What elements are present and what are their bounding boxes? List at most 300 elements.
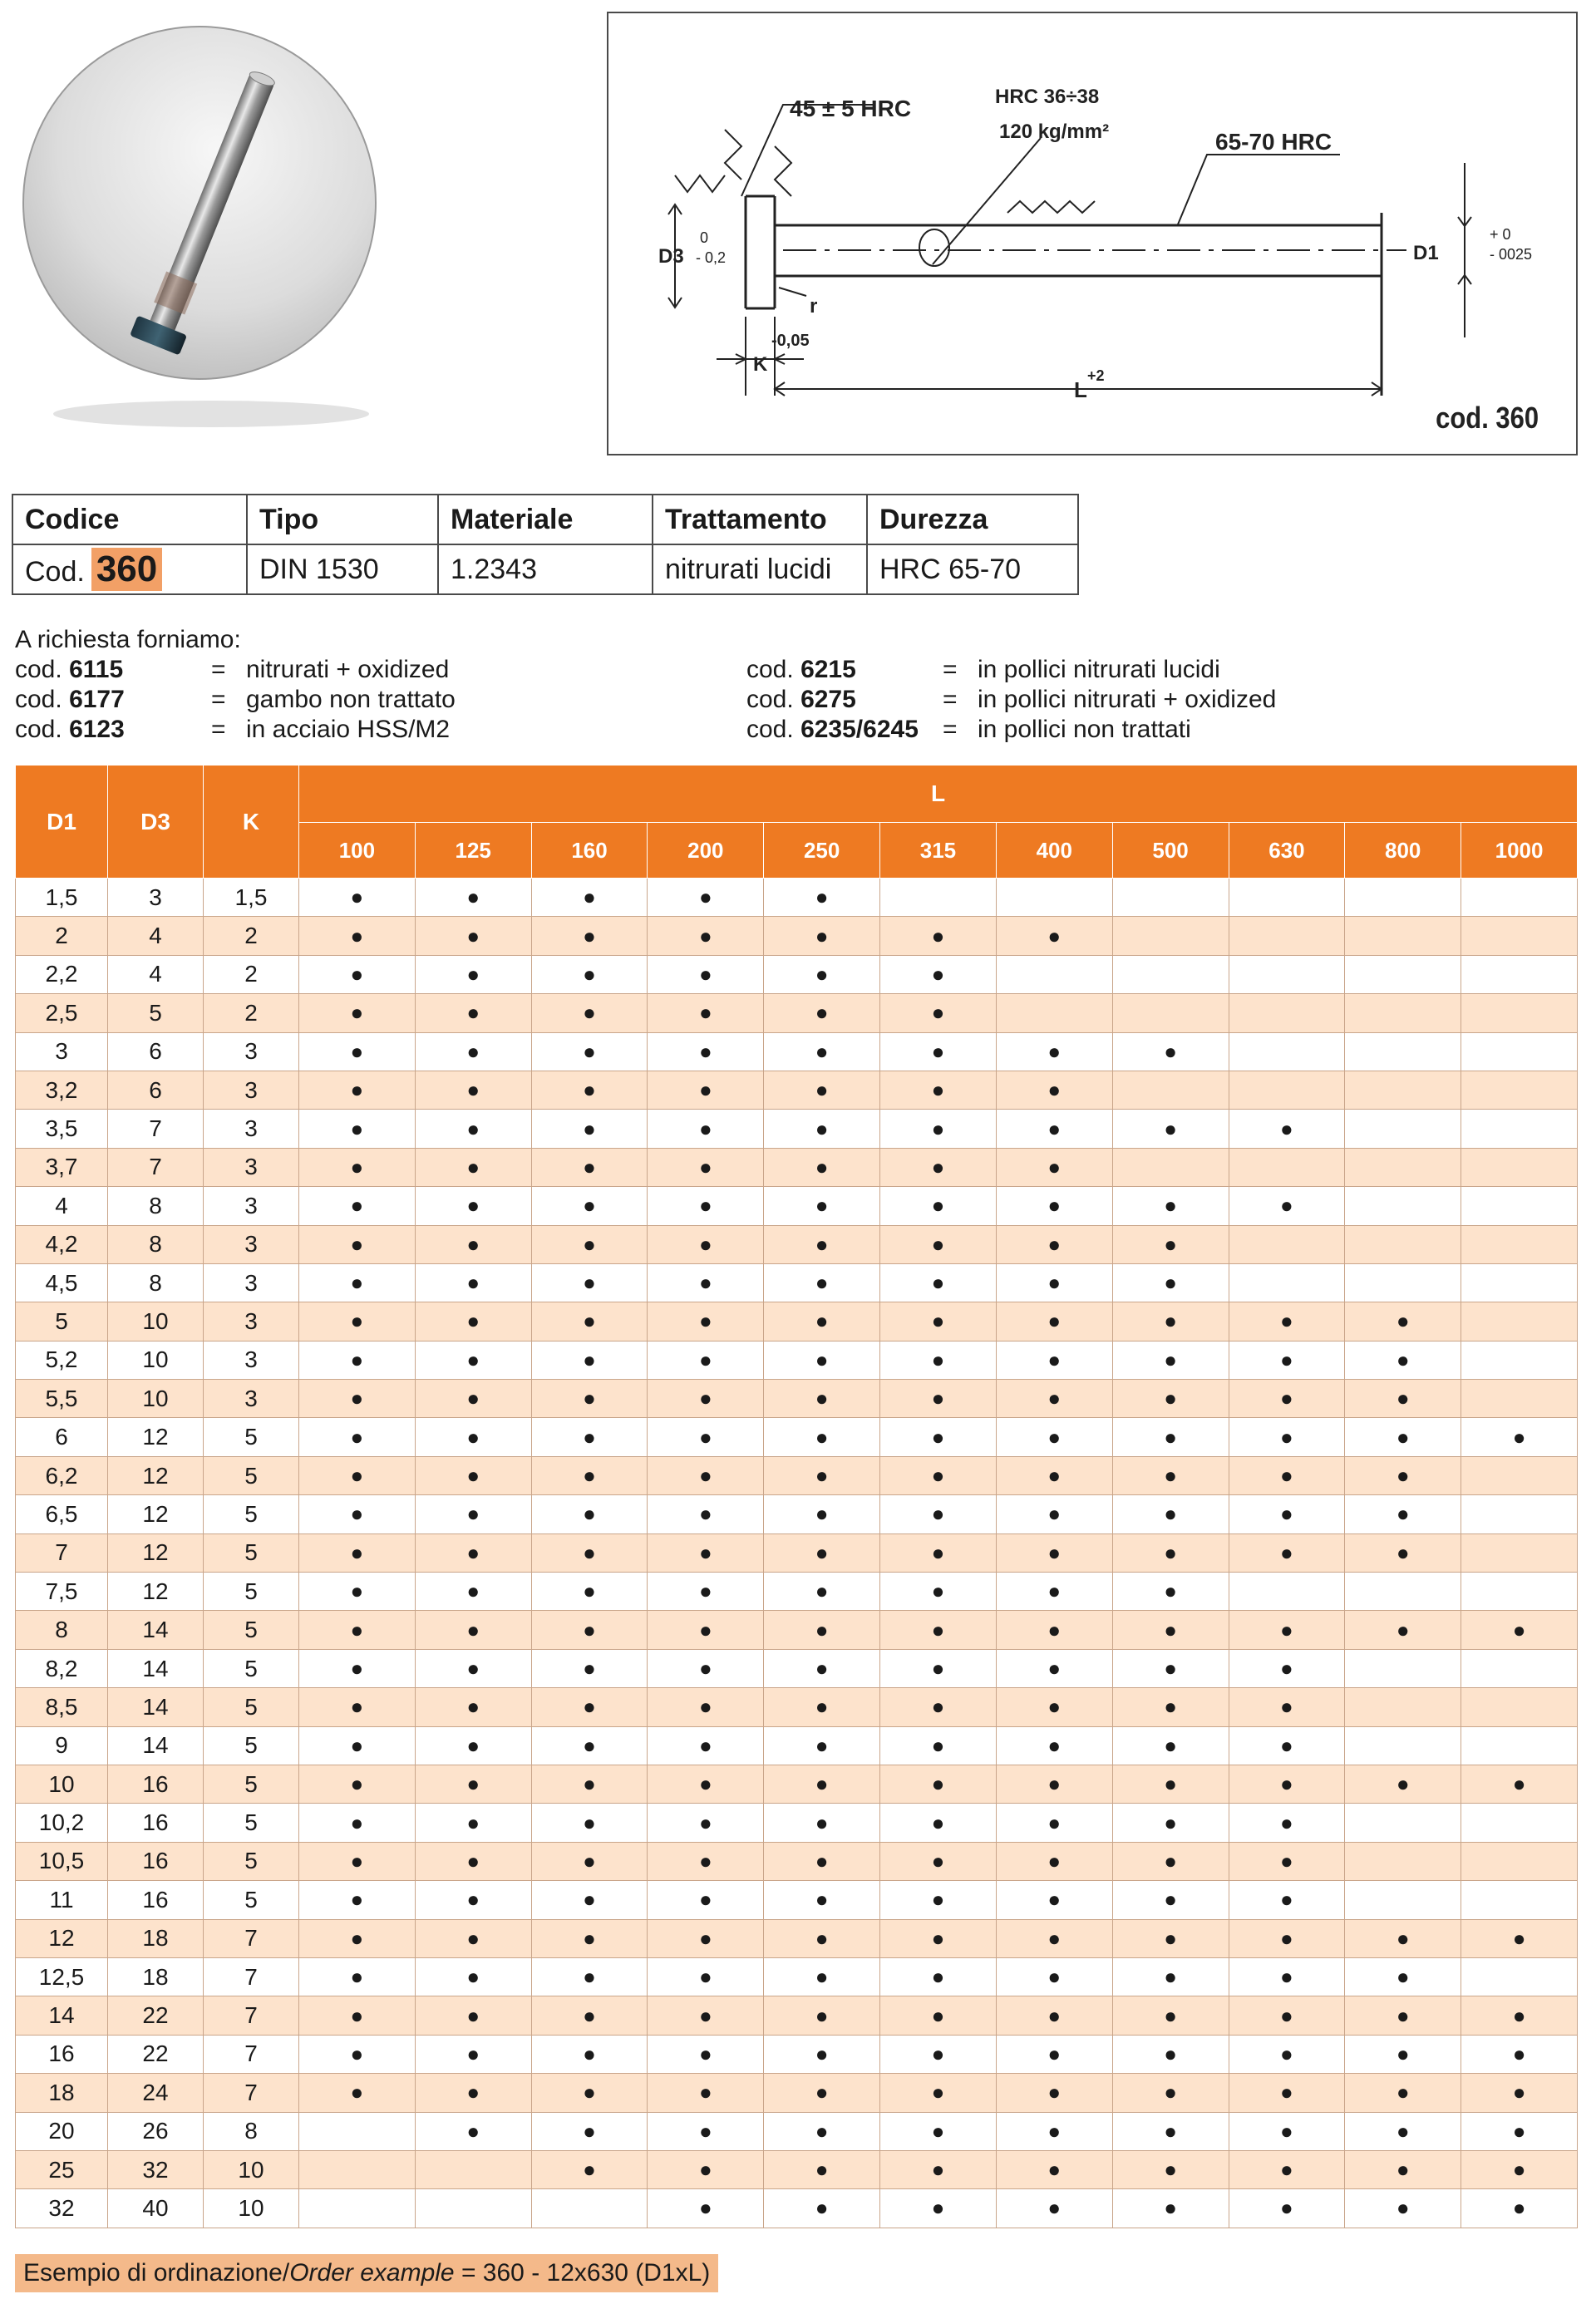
- availability-empty: [1461, 1225, 1578, 1263]
- availability-dot: ●: [1229, 1341, 1345, 1379]
- table-row: [16, 1842, 1578, 1880]
- availability-dot: ●: [1345, 1765, 1461, 1803]
- availability-dot: ●: [1112, 1611, 1229, 1649]
- spec-tipo: DIN 1530: [247, 544, 438, 594]
- availability-dot: ●: [415, 879, 531, 917]
- availability-dot: ●: [1112, 1996, 1229, 2035]
- availability-dot: ●: [996, 2112, 1112, 2150]
- availability-dot: ●: [1229, 1804, 1345, 1842]
- table-row: [16, 1533, 1578, 1572]
- table-row: [16, 955, 1578, 993]
- option-eq: =: [211, 656, 226, 683]
- availability-dot: ●: [880, 1996, 997, 2035]
- availability-empty: [1461, 879, 1578, 917]
- cell-d3: 22: [108, 1996, 204, 2035]
- availability-dot: ●: [648, 1765, 764, 1803]
- availability-dot: ●: [1229, 1765, 1345, 1803]
- availability-dot: ●: [996, 1110, 1112, 1148]
- table-row: [16, 2189, 1578, 2228]
- availability-empty: [1461, 1842, 1578, 1880]
- table-row: [16, 1649, 1578, 1687]
- table-row: [16, 1187, 1578, 1225]
- d3-label: D3: [658, 245, 684, 268]
- availability-dot: ●: [415, 994, 531, 1032]
- availability-dot: ●: [648, 1726, 764, 1765]
- column-header-l: L: [299, 766, 1578, 823]
- availability-dot: ●: [1229, 1957, 1345, 1996]
- availability-dot: ●: [1112, 2035, 1229, 2073]
- availability-dot: ●: [648, 2150, 764, 2188]
- availability-dot: ●: [880, 1957, 997, 1996]
- cell-d1: 10,2: [16, 1804, 108, 1842]
- availability-dot: ●: [415, 1110, 531, 1148]
- table-row: [16, 1225, 1578, 1263]
- availability-dot: ●: [1229, 1533, 1345, 1572]
- availability-dot: ●: [1112, 1418, 1229, 1456]
- cell-d3: 12: [108, 1573, 204, 1611]
- availability-dot: ●: [531, 1881, 648, 1919]
- option-eq: =: [211, 686, 226, 713]
- option-eq: =: [943, 716, 958, 743]
- availability-dot: ●: [880, 1649, 997, 1687]
- availability-dot: ●: [880, 1688, 997, 1726]
- availability-dot: ●: [996, 1380, 1112, 1418]
- availability-dot: ●: [531, 1032, 648, 1071]
- d1-tol-upper: + 0: [1490, 226, 1511, 243]
- availability-dot: ●: [299, 1611, 416, 1649]
- availability-dot: ●: [764, 879, 880, 917]
- spec-header-tipo: Tipo: [247, 495, 438, 544]
- availability-empty: [1112, 994, 1229, 1032]
- availability-empty: [1461, 1341, 1578, 1379]
- availability-dot: ●: [415, 1380, 531, 1418]
- availability-dot: ●: [531, 1380, 648, 1418]
- d1-label: D1: [1413, 242, 1439, 264]
- d3-tol-upper: 0: [700, 229, 709, 246]
- availability-dot: ●: [415, 1919, 531, 1957]
- availability-dot: ●: [1112, 2189, 1229, 2228]
- availability-dot: ●: [531, 1495, 648, 1533]
- cell-k: 7: [204, 2074, 299, 2112]
- availability-dot: ●: [996, 1302, 1112, 1341]
- cell-k: 2: [204, 955, 299, 993]
- availability-dot: ●: [996, 1263, 1112, 1302]
- availability-dot: ●: [996, 1341, 1112, 1379]
- availability-dot: ●: [1112, 1688, 1229, 1726]
- spec-header-materiale: Materiale: [438, 495, 653, 544]
- availability-dot: ●: [880, 1919, 997, 1957]
- option-eq: =: [943, 686, 958, 713]
- availability-empty: [1345, 1842, 1461, 1880]
- availability-dot: ●: [648, 1148, 764, 1186]
- availability-dot: ●: [648, 1804, 764, 1842]
- availability-dot: ●: [648, 879, 764, 917]
- availability-dot: ●: [880, 1263, 997, 1302]
- availability-dot: ●: [880, 1611, 997, 1649]
- cell-k: 7: [204, 2035, 299, 2073]
- cell-d1: 4: [16, 1187, 108, 1225]
- availability-dot: ●: [648, 1032, 764, 1071]
- availability-dot: ●: [880, 1418, 997, 1456]
- availability-empty: [1229, 1225, 1345, 1263]
- cell-d1: 12: [16, 1919, 108, 1957]
- availability-dot: ●: [648, 2074, 764, 2112]
- availability-dot: ●: [299, 1418, 416, 1456]
- availability-dot: ●: [996, 1919, 1112, 1957]
- spec-header-codice: Codice: [12, 495, 247, 544]
- availability-dot: ●: [996, 2035, 1112, 2073]
- availability-dot: ●: [1112, 1573, 1229, 1611]
- cell-d3: 40: [108, 2189, 204, 2228]
- availability-dot: ●: [415, 1071, 531, 1109]
- strength-label: 120 kg/mm²: [999, 121, 1110, 143]
- availability-dot: ●: [1112, 2150, 1229, 2188]
- availability-dot: ●: [648, 1341, 764, 1379]
- availability-empty: [415, 2150, 531, 2188]
- availability-dot: ●: [648, 1187, 764, 1225]
- availability-empty: [1461, 1032, 1578, 1071]
- availability-dot: ●: [415, 1688, 531, 1726]
- availability-table: [15, 765, 1578, 2228]
- table-row: [16, 1148, 1578, 1186]
- option-desc: in acciaio HSS/M2: [246, 716, 451, 743]
- cell-k: 10: [204, 2150, 299, 2188]
- availability-dot: ●: [531, 917, 648, 955]
- availability-dot: ●: [764, 1071, 880, 1109]
- option-desc: in pollici non trattati: [978, 716, 1191, 743]
- cell-d1: 6,5: [16, 1495, 108, 1533]
- cell-k: 5: [204, 1804, 299, 1842]
- availability-empty: [1461, 955, 1578, 993]
- availability-empty: [1345, 1187, 1461, 1225]
- availability-empty: [1112, 917, 1229, 955]
- availability-empty: [1345, 917, 1461, 955]
- availability-dot: ●: [1229, 1187, 1345, 1225]
- availability-dot: ●: [531, 1302, 648, 1341]
- availability-dot: ●: [1345, 1533, 1461, 1572]
- availability-dot: ●: [648, 1380, 764, 1418]
- availability-dot: ●: [764, 2074, 880, 2112]
- cell-d1: 3,5: [16, 1110, 108, 1148]
- availability-dot: ●: [1461, 2074, 1578, 2112]
- availability-dot: ●: [880, 1804, 997, 1842]
- availability-dot: ●: [880, 1071, 997, 1109]
- availability-dot: ●: [415, 1611, 531, 1649]
- cell-d1: 18: [16, 2074, 108, 2112]
- availability-dot: ●: [531, 1688, 648, 1726]
- availability-empty: [1461, 1573, 1578, 1611]
- cell-d3: 14: [108, 1649, 204, 1687]
- availability-dot: ●: [1229, 2189, 1345, 2228]
- availability-empty: [1112, 955, 1229, 993]
- availability-dot: ●: [531, 1726, 648, 1765]
- availability-dot: ●: [880, 955, 997, 993]
- table-row: [16, 879, 1578, 917]
- availability-dot: ●: [996, 1573, 1112, 1611]
- cell-d1: 4,2: [16, 1225, 108, 1263]
- availability-dot: ●: [415, 1649, 531, 1687]
- availability-dot: ●: [1229, 1688, 1345, 1726]
- availability-empty: [1345, 1688, 1461, 1726]
- availability-dot: ●: [648, 1996, 764, 2035]
- availability-dot: ●: [415, 2074, 531, 2112]
- availability-empty: [1229, 955, 1345, 993]
- table-row: [16, 1341, 1578, 1379]
- cell-d1: 3,2: [16, 1071, 108, 1109]
- availability-dot: ●: [764, 1533, 880, 1572]
- availability-dot: ●: [764, 1418, 880, 1456]
- hardness-surface-label: 65-70 HRC: [1215, 129, 1332, 155]
- availability-dot: ●: [531, 1957, 648, 1996]
- availability-dot: ●: [880, 994, 997, 1032]
- column-header-d3: D3: [108, 766, 204, 879]
- availability-dot: ●: [299, 1881, 416, 1919]
- example-label: Esempio di ordinazione/: [23, 2259, 290, 2287]
- availability-dot: ●: [648, 1110, 764, 1148]
- availability-dot: ●: [415, 1341, 531, 1379]
- cell-k: 5: [204, 1456, 299, 1494]
- availability-dot: ●: [531, 1573, 648, 1611]
- availability-dot: ●: [1112, 1341, 1229, 1379]
- table-row: [16, 1032, 1578, 1071]
- availability-dot: ●: [648, 955, 764, 993]
- cell-d1: 12,5: [16, 1957, 108, 1996]
- l-value-header: 100: [299, 823, 416, 879]
- availability-dot: ●: [531, 1071, 648, 1109]
- cell-d3: 6: [108, 1032, 204, 1071]
- availability-dot: ●: [880, 1380, 997, 1418]
- drawing-code-label: cod. 360: [1436, 401, 1539, 435]
- availability-dot: ●: [996, 1148, 1112, 1186]
- availability-dot: ●: [1345, 2150, 1461, 2188]
- availability-dot: ●: [996, 1842, 1112, 1880]
- availability-dot: ●: [764, 1919, 880, 1957]
- availability-dot: ●: [531, 1110, 648, 1148]
- availability-dot: ●: [1345, 1996, 1461, 2035]
- availability-empty: [880, 879, 997, 917]
- cell-k: 5: [204, 1418, 299, 1456]
- availability-dot: ●: [648, 1919, 764, 1957]
- availability-dot: ●: [880, 1110, 997, 1148]
- cell-d1: 7: [16, 1533, 108, 1572]
- option-code: cod. 6215: [746, 656, 856, 683]
- availability-dot: ●: [648, 1688, 764, 1726]
- availability-dot: ●: [764, 1881, 880, 1919]
- availability-dot: ●: [299, 1765, 416, 1803]
- table-row: [16, 1881, 1578, 1919]
- availability-dot: ●: [1229, 2112, 1345, 2150]
- availability-dot: ●: [648, 1263, 764, 1302]
- availability-empty: [1345, 1726, 1461, 1765]
- availability-empty: [1112, 879, 1229, 917]
- cell-d1: 20: [16, 2112, 108, 2150]
- availability-empty: [1461, 917, 1578, 955]
- availability-dot: ●: [415, 1263, 531, 1302]
- availability-dot: ●: [764, 1187, 880, 1225]
- availability-dot: ●: [1345, 2189, 1461, 2228]
- cell-k: 3: [204, 1032, 299, 1071]
- availability-dot: ●: [299, 2074, 416, 2112]
- availability-dot: ●: [415, 1804, 531, 1842]
- availability-empty: [299, 2150, 416, 2188]
- cell-d3: 32: [108, 2150, 204, 2188]
- availability-dot: ●: [415, 1573, 531, 1611]
- availability-dot: ●: [1112, 1225, 1229, 1263]
- availability-dot: ●: [415, 1032, 531, 1071]
- table-row: [16, 1495, 1578, 1533]
- availability-dot: ●: [1112, 1380, 1229, 1418]
- availability-dot: ●: [880, 1533, 997, 1572]
- table-row: [16, 1302, 1578, 1341]
- availability-dot: ●: [1112, 1804, 1229, 1842]
- availability-empty: [1461, 1688, 1578, 1726]
- cell-d1: 2: [16, 917, 108, 955]
- availability-dot: ●: [531, 2112, 648, 2150]
- cell-d3: 4: [108, 955, 204, 993]
- availability-dot: ●: [764, 1456, 880, 1494]
- availability-dot: ●: [648, 1649, 764, 1687]
- availability-dot: ●: [1112, 1187, 1229, 1225]
- availability-dot: ●: [531, 1649, 648, 1687]
- availability-dot: ●: [1112, 2074, 1229, 2112]
- availability-dot: ●: [1112, 1533, 1229, 1572]
- table-row: [16, 1380, 1578, 1418]
- option-code: cod. 6235/6245: [746, 716, 919, 743]
- availability-dot: ●: [996, 2189, 1112, 2228]
- column-header-d1: D1: [16, 766, 108, 879]
- cell-d1: 6: [16, 1418, 108, 1456]
- availability-dot: ●: [299, 2035, 416, 2073]
- cell-k: 5: [204, 1881, 299, 1919]
- spec-header-durezza: Durezza: [867, 495, 1078, 544]
- cell-d3: 8: [108, 1263, 204, 1302]
- availability-empty: [1461, 1456, 1578, 1494]
- cell-d1: 32: [16, 2189, 108, 2228]
- availability-dot: ●: [531, 1341, 648, 1379]
- l-value-header: 800: [1345, 823, 1461, 879]
- availability-dot: ●: [531, 955, 648, 993]
- option-code: cod. 6177: [15, 686, 125, 713]
- availability-dot: ●: [764, 1573, 880, 1611]
- availability-dot: ●: [764, 1495, 880, 1533]
- availability-dot: ●: [648, 994, 764, 1032]
- availability-dot: ●: [1345, 1919, 1461, 1957]
- cell-d3: 24: [108, 2074, 204, 2112]
- spec-materiale: 1.2343: [438, 544, 653, 594]
- table-row: [16, 1110, 1578, 1148]
- column-header-k: K: [204, 766, 299, 879]
- availability-dot: ●: [996, 1071, 1112, 1109]
- availability-dot: ●: [1345, 1341, 1461, 1379]
- availability-dot: ●: [996, 1957, 1112, 1996]
- availability-dot: ●: [1229, 1726, 1345, 1765]
- availability-dot: ●: [764, 1148, 880, 1186]
- availability-dot: ●: [996, 1495, 1112, 1533]
- availability-dot: ●: [764, 917, 880, 955]
- cell-d1: 16: [16, 2035, 108, 2073]
- availability-dot: ●: [299, 1495, 416, 1533]
- availability-dot: ●: [880, 1573, 997, 1611]
- availability-dot: ●: [880, 1187, 997, 1225]
- availability-dot: ●: [996, 2150, 1112, 2188]
- table-row: [16, 1071, 1578, 1109]
- cod-prefix: Cod.: [25, 556, 85, 588]
- availability-dot: ●: [880, 1765, 997, 1803]
- table-row: [16, 1418, 1578, 1456]
- table-row: [16, 1996, 1578, 2035]
- cell-k: 7: [204, 1919, 299, 1957]
- product-photo: [15, 10, 384, 434]
- cod-number: 360: [91, 548, 162, 591]
- cell-k: 3: [204, 1148, 299, 1186]
- l-value-header: 400: [996, 823, 1112, 879]
- availability-dot: ●: [764, 1996, 880, 2035]
- cell-d3: 14: [108, 1611, 204, 1649]
- cell-k: 5: [204, 1495, 299, 1533]
- cell-k: 3: [204, 1071, 299, 1109]
- availability-dot: ●: [880, 1341, 997, 1379]
- option-code: cod. 6115: [15, 656, 124, 683]
- availability-dot: ●: [764, 1263, 880, 1302]
- cell-k: 10: [204, 2189, 299, 2228]
- availability-dot: ●: [648, 2112, 764, 2150]
- order-example: [15, 2254, 718, 2292]
- table-row: [16, 1573, 1578, 1611]
- availability-empty: [1345, 1148, 1461, 1186]
- availability-dot: ●: [996, 1032, 1112, 1071]
- cell-k: 5: [204, 1765, 299, 1803]
- cell-d3: 8: [108, 1187, 204, 1225]
- availability-dot: ●: [1345, 2074, 1461, 2112]
- table-row: [16, 2074, 1578, 2112]
- l-value-header: 315: [880, 823, 997, 879]
- availability-dot: ●: [764, 2189, 880, 2228]
- availability-dot: ●: [1229, 1110, 1345, 1148]
- availability-dot: ●: [648, 1533, 764, 1572]
- table-row: [16, 1765, 1578, 1803]
- availability-dot: ●: [880, 1225, 997, 1263]
- cell-k: 3: [204, 1380, 299, 1418]
- availability-dot: ●: [764, 2035, 880, 2073]
- cell-d1: 8: [16, 1611, 108, 1649]
- cell-k: 2: [204, 994, 299, 1032]
- availability-dot: ●: [764, 994, 880, 1032]
- availability-dot: ●: [1345, 1380, 1461, 1418]
- cell-d1: 8,2: [16, 1649, 108, 1687]
- availability-dot: ●: [880, 1456, 997, 1494]
- availability-dot: ●: [1229, 2074, 1345, 2112]
- availability-dot: ●: [880, 2035, 997, 2073]
- table-row: [16, 1804, 1578, 1842]
- availability-dot: ●: [1461, 2112, 1578, 2150]
- availability-dot: ●: [648, 1495, 764, 1533]
- availability-dot: ●: [1229, 2035, 1345, 2073]
- availability-dot: ●: [996, 1225, 1112, 1263]
- availability-empty: [1229, 1071, 1345, 1109]
- availability-dot: ●: [415, 1957, 531, 1996]
- cell-d1: 6,2: [16, 1456, 108, 1494]
- availability-dot: ●: [299, 1187, 416, 1225]
- availability-empty: [996, 879, 1112, 917]
- cell-d3: 16: [108, 1765, 204, 1803]
- availability-dot: ●: [1461, 1418, 1578, 1456]
- option-code: cod. 6275: [746, 686, 856, 713]
- option-eq: =: [211, 716, 226, 743]
- l-label: L: [1074, 377, 1087, 402]
- availability-dot: ●: [531, 1919, 648, 1957]
- cell-d3: 6: [108, 1071, 204, 1109]
- availability-dot: ●: [648, 1573, 764, 1611]
